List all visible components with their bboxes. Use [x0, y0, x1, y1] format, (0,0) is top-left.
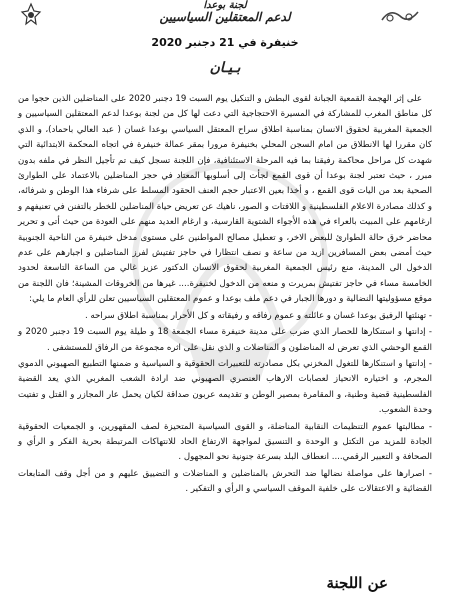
- broken-chain-icon: [380, 6, 420, 28]
- letterhead: [0, 0, 450, 40]
- statement-point: - إدانتها و استنكارها للحصار الذي ضرب على مدينة خنيفرة مساء الجمعة 18 و طيلة يوم السبت 19 دجنبر 2020 و القمع الوحشي الذي تعرض له المناضلون و المناضلات و الذي نقل على اثره مجموعة من الرفاق للمستشفى .: [18, 327, 432, 353]
- statement-point: - تهنئتها الرفيق بوعدا غسان و عائلته و عموم رفاقه و رفيقاته و كل الأحرار بمناسبة اطلاق سراحه .: [84, 310, 432, 321]
- document-date: خنيفرة في 21 دجنبر 2020: [151, 36, 299, 49]
- letterhead-committee-purpose: لدعم المعتقلين السياسيين: [159, 10, 291, 24]
- letterhead-committee-name: لجنة بوعدا: [203, 0, 247, 11]
- statement-body: [18, 92, 432, 499]
- statement-point: - إدانتها و استنكارها للتغول المخزني بكل مصادرته للتعبيرات الحقوقية و السياسية و ضمنها التطبيع الصهيوني الدموي المجرم، و اختياره الانحياز لعصابات الارهاب العنصري الصهيوني ضد ارادة الشعب المغربي الذي يعد القضية الفلسطينية قضية وطنية، و المقامرة بمصير الوطن و تقديمه عربون صداقة لكيان يحمل عار المجازر و القتل و تفتيت وحدة الشعوب.: [18, 358, 432, 416]
- statement-point: - مطالبتها عموم التنظيمات النقابية المناضلة، و القوى السياسية المتحيزة لصف المقهورين، و الجمعيات الحقوقية الجادة للمزيد من التكتل و الوحدة و التنسيق لمواجهة الارتفاع الحاد للانتهاكات المرتبطة بحرية الفكر و الرأي و الصحافة و التعبير الرقمي.... انعطاف البلد بسرعة جنونية نحو المجهول .: [18, 421, 432, 463]
- signature: عن اللجنة: [326, 574, 388, 592]
- intro-paragraph: على إثر الهجمة القمعية الجبانة لقوى البطش و التنكيل يوم السبت 19 دجنبر 2020 على المناضلين الذين حجوا من كل مناطق المغرب للمشاركة في المسيرة الاحتجاجية التي دعت لها كل من لجنة بوعدا لدعم المعتقلين السياسيين و الجمعية المغربية لحقوق الانسان بمناسبة اطلاق سراح المعتقل السياسي بوعدا غسان ( عبد العالي باحماد)، و الذي كان مقررا لها الانطلاق من امام السجن المحلي بخنيفرة مرورا بمقر عمالة خنيفرة في اتجاه المحكمة الابتدائية التي شهدت كل مراحل محاكمة رفيقنا بما فيه المرحلة الاستئنافية، فإن اللجنة تسجل كيف تم تأجيل النظر في ملفه بدون مبرر ، حيث تعتبر لجنة بوعدا أن قوى القمع لجأت إلى أسلوبها المعتاد في حجز المناضلين بالاعتماد على الطوارئ الصحية بعد من اليات قوى القمع ، و أخذا بعين الاعتبار حجم العنف الحقود المسلط على شرفاء هذا الوطن و شرفائه، و كذلك مصادرة الاعلام الفلسطينية و اللافتات و الصور، ناهيك عن تعريض حياة المناضلين للخطر بالتفنن في تعنيفهم و ارغامهم على المبيت بالعراء في هذه الأجواء الشتوية القارسية، و ارغام العديد منهم على العودة من حيث أتى و تحرير محاضر خرق حالة الطوارئ للبعض الاخر، و تعطيل مصالح المواطنين على مستوى مدخل خنيفرة من الناحية الجنوبية حيث أمضى بعض المسافرين ازيد من ساعة و نصف انتظارا في حاجز تفتيش لفرز المناضلين و اجبارهم على عدم الدخول الى المدينة، منع رئيس الجمعية المغربية لحقوق الانسان الدكتور عزيز غالي من الساعة التاسعة لحدود الخامسة مساء في حاجز تفتيش بمريرت و منعه من الدخول لخنيفرة.... غيرها من الخروقات المشينة؛ فان اللجنة من موقع مسؤوليتها النضالية و دورها الجبار في دعم ملف بوعدا و عموم المعتقلين السياسيين تعلن للرأي العام ما يلي:: [18, 94, 432, 305]
- statement-point: - اصرارها على مواصلة نضالها ضد التحرش بالمناضلين و المناضلات و التضييق عليهم و من أجل وقف المتابعات القضائية و الاعتقالات على خلفية الموقف السياسي و الرأي و التفكير .: [18, 468, 432, 495]
- document-title: بـيـان: [209, 60, 241, 76]
